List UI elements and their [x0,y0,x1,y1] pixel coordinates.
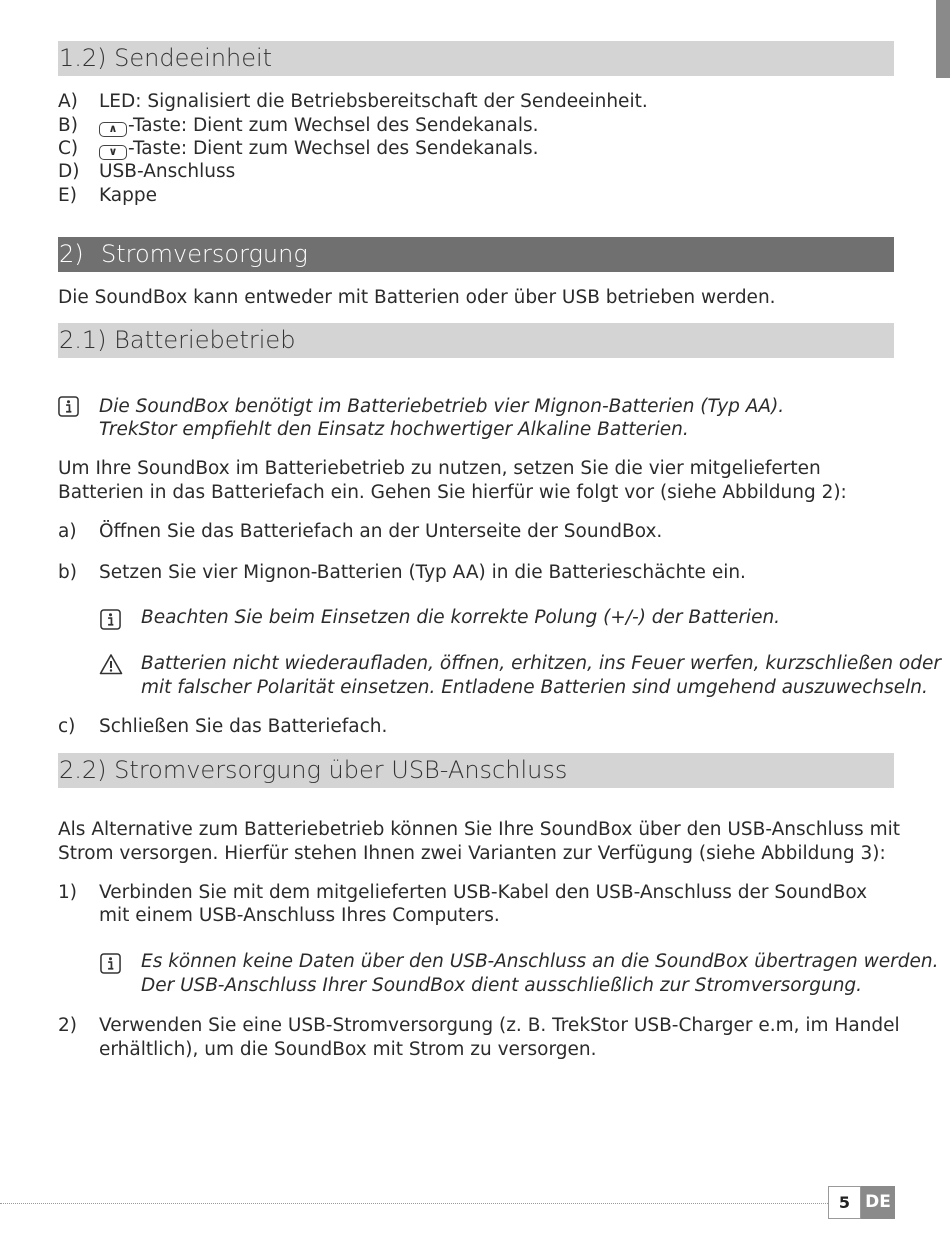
chapter-edge-tab [936,0,950,78]
step-label: c) [58,716,76,737]
strom-intro: Die SoundBox kann entweder mit Batterien oder über USB betrieben werden. [58,287,776,308]
usb-intro-line1: Als Alternative zum Batteriebetrieb können Sie Ihre SoundBox über den USB-Anschluss mit [58,819,900,840]
down-key-icon: ∨ [99,145,127,160]
usb-step1-line2: mit einem USB-Anschluss Ihres Computers. [99,905,500,926]
warning-line1: Batterien nicht wiederaufladen, öffnen, erhitzen, ins Feuer werfen, kurzschließen oder [141,653,941,674]
step-label: a) [58,521,77,542]
step-b: Setzen Sie vier Mignon-Batterien (Typ AA) in die Batterieschächte ein. [99,562,746,583]
language-badge: DE [861,1186,895,1219]
usb-note-line2: Der USB-Anschluss Ihrer SoundBox dient ausschließlich zur Stromversorgung. [141,975,863,996]
heading-2-2: 2.2) Stromversorgung über USB-Anschluss [58,753,894,788]
heading-1-2: 1.2) Sendeeinheit [58,41,894,76]
list-label: E) [58,185,77,206]
info-icon [100,953,121,974]
battery-intro-line1: Um Ihre SoundBox im Batteriebetrieb zu nutzen, setzen Sie die vier mitgelieferten [58,458,821,479]
footer-divider [0,1203,828,1204]
battery-intro-line2: Batterien in das Batteriefach ein. Gehen Sie hierfür wie folgt vor (siehe Abbildung 2): [58,482,847,503]
list-label: A) [58,91,78,112]
usb-intro-line2: Strom versorgen. Hierfür stehen Ihnen zwei Varianten zur Verfügung (siehe Abbildung 3): [58,843,886,864]
note-batteries-line2: TrekStor empfiehlt den Einsatz hochwertiger Alkaline Batterien. [99,419,689,440]
list-item-down-key: ∨ -Taste: Dient zum Wechsel des Sendekanals. [99,137,539,160]
step-label: 2) [58,1015,77,1036]
usb-step2-line1: Verwenden Sie eine USB-Stromversorgung (z. B. TrekStor USB-Charger e.m, im Handel [99,1015,900,1036]
list-label: B) [58,115,78,136]
list-item-up-key: ∧ -Taste: Dient zum Wechsel des Sendekanals. [99,114,539,137]
usb-note-line1: Es können keine Daten über den USB-Anschluss an die SoundBox übertragen werden. [141,951,939,972]
usb-step1-line1: Verbinden Sie mit dem mitgelieferten USB-Kabel den USB-Anschluss der SoundBox [99,882,868,903]
info-icon [100,609,121,630]
list-item-led: LED: Signalisiert die Betriebsbereitschaft der Sendeeinheit. [99,91,648,112]
step-c: Schließen Sie das Batteriefach. [99,716,388,737]
info-icon [58,396,79,417]
warning-line2: mit falscher Polarität einsetzen. Entladene Batterien sind umgehend auszuwechseln. [141,677,928,698]
list-label: D) [58,161,80,182]
note-polarity: Beachten Sie beim Einsetzen die korrekte Polung (+/-) der Batterien. [141,607,781,628]
list-item-usb: USB-Anschluss [99,161,236,182]
step-a: Öffnen Sie das Batteriefach an der Unterseite der SoundBox. [99,521,663,542]
step-label: b) [58,562,77,583]
list-item-kappe: Kappe [99,185,158,206]
step-label: 1) [58,882,77,903]
page-number: 5 [828,1186,861,1219]
list-label: C) [58,138,79,159]
up-key-icon: ∧ [99,122,127,137]
warning-icon [99,653,123,675]
note-batteries-line1: Die SoundBox benötigt im Batteriebetrieb vier Mignon-Batterien (Typ AA). [99,396,785,417]
heading-2-1: 2.1) Batteriebetrieb [58,323,894,358]
heading-2: 2) Stromversorgung [58,237,894,272]
usb-step2-line2: erhältlich), um die SoundBox mit Strom zu versorgen. [99,1039,597,1060]
